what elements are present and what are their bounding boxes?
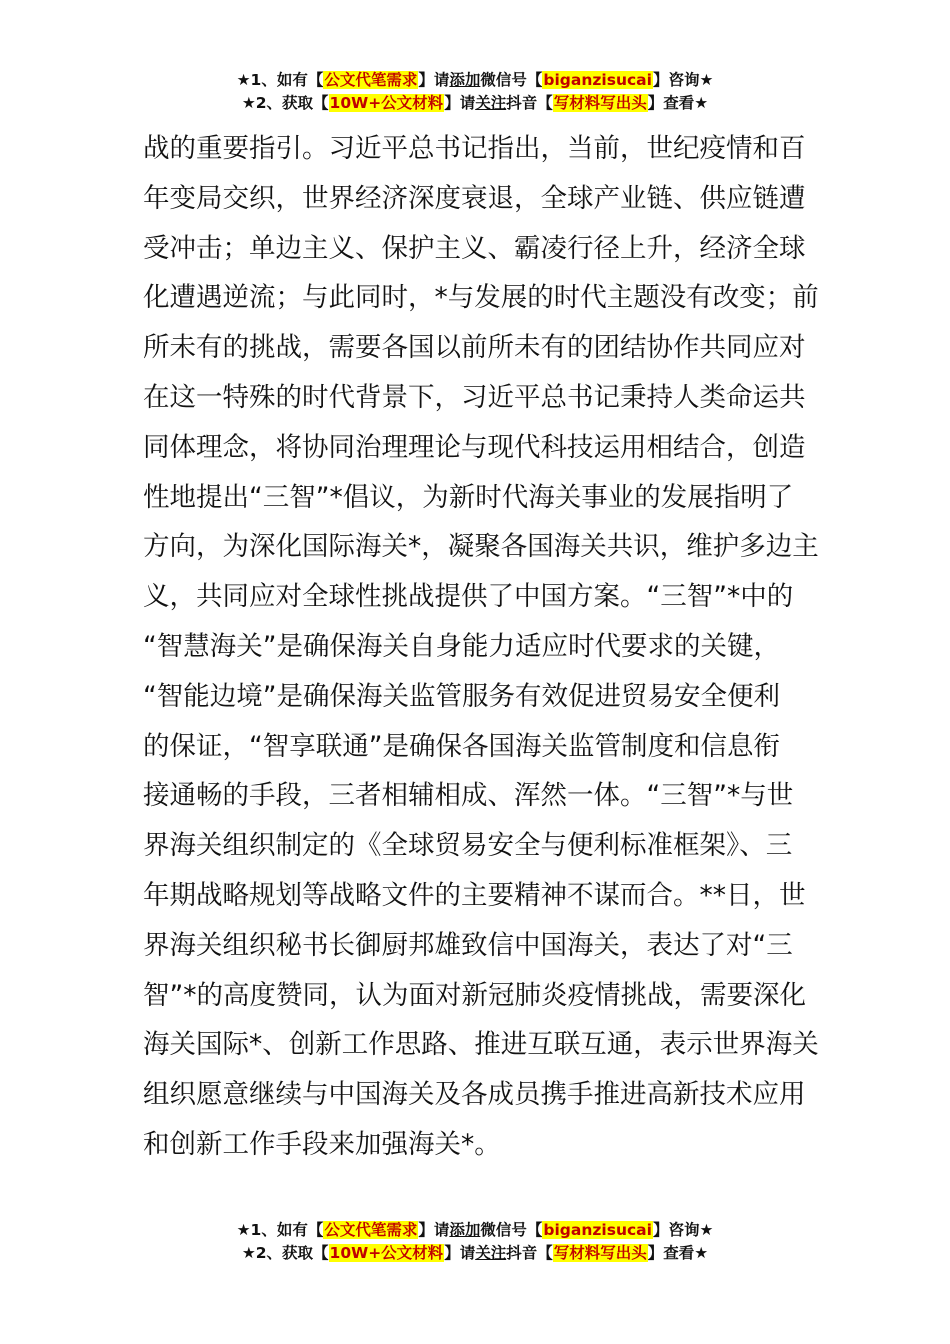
banner-text: ★1、如有【 (236, 1221, 324, 1239)
body-line: 和创新工作手段来加强海关*。 (143, 1128, 501, 1160)
banner-text: ★1、如有【 (236, 71, 324, 89)
banner-text: ★2、获取【 (241, 1244, 329, 1262)
banner-underlined: 添加 (449, 71, 481, 89)
banner-text: 】请 (418, 71, 450, 89)
banner-line-1 (0, 69, 950, 92)
body-line: 战的重要指引。习近平总书记指出，当前，世纪疫情和百 (143, 133, 806, 164)
body-line: 智”*的高度赞同，认为面对新冠肺炎疫情挑战，需要深化 (143, 979, 806, 1011)
document-body (143, 124, 819, 1170)
highlight-service: 公文代笔需求 (324, 1221, 418, 1239)
highlight-materials: 10W+公文材料 (329, 94, 444, 112)
body-line: 在这一特殊的时代背景下，习近平总书记秉持人类命运共 (143, 381, 806, 413)
banner-text: 】咨询★ (652, 1221, 714, 1239)
banner-text: 微信号【 (480, 1221, 543, 1239)
banner-text: 】查看★ (647, 1244, 709, 1262)
body-line: 界海关组织秘书长御厨邦雄致信中国海关，表达了对“三 (143, 929, 793, 961)
body-line: 同体理念，将协同治理理论与现代科技运用相结合，创造 (143, 431, 806, 463)
banner-underlined: 添加 (449, 1221, 481, 1239)
bottom-ad-banner (0, 1219, 950, 1265)
body-line: 的保证，“智享联通”是确保各国海关监管制度和信息衔 (143, 730, 780, 762)
banner-text: 】请 (418, 1221, 450, 1239)
banner-text: 】咨询★ (652, 71, 714, 89)
body-line: 年期战略规划等战略文件的主要精神不谋而合。**日，世 (143, 879, 806, 911)
body-line: 义，共同应对全球性挑战提供了中国方案。“三智”*中的 (143, 581, 794, 613)
body-line: “智慧海关”是确保海关自身能力适应时代要求的关键， (143, 630, 780, 662)
body-line: 化遭遇逆流；与此同时，*与发展的时代主题没有改变；前 (143, 282, 819, 314)
body-line: 受冲击；单边主义、保护主义、霸凌行径上升，经济全球 (143, 232, 806, 264)
highlight-wechat-id: biganzisucai (543, 1221, 652, 1239)
banner-text: 抖音【 (506, 1244, 553, 1262)
highlight-materials: 10W+公文材料 (329, 1244, 444, 1262)
highlight-service: 公文代笔需求 (324, 71, 418, 89)
banner-text: 微信号【 (480, 71, 543, 89)
banner-text: ★2、获取【 (241, 94, 329, 112)
body-line: 接通畅的手段，三者相辅相成、浑然一体。“三智”*与世 (143, 780, 794, 812)
banner-line-2 (0, 1242, 950, 1265)
banner-line-1 (0, 1219, 950, 1242)
body-line: 组织愿意继续与中国海关及各成员携手推进高新技术应用 (143, 1079, 806, 1111)
body-line: 性地提出“三智”*倡议，为新时代海关事业的发展指明了 (143, 481, 794, 513)
banner-line-2 (0, 92, 950, 115)
banner-text: 】查看★ (647, 94, 709, 112)
body-line: 年变局交织，世界经济深度衰退，全球产业链、供应链遭 (143, 182, 806, 214)
highlight-douyin-account: 写材料写出头 (553, 94, 647, 112)
body-line: 界海关组织制定的《全球贸易安全与便利标准框架》、三 (143, 830, 793, 862)
highlight-douyin-account: 写材料写出头 (553, 1244, 647, 1262)
body-line: “智能边境”是确保海关监管服务有效促进贸易安全便利 (143, 680, 780, 712)
body-line: 海关国际*、创新工作思路、推进互联互通，表示世界海关 (143, 1029, 819, 1061)
top-ad-banner (0, 69, 950, 115)
body-line: 所未有的挑战，需要各国以前所未有的团结协作共同应对 (143, 332, 806, 364)
banner-text: 】请 (444, 1244, 476, 1262)
banner-text: 抖音【 (506, 94, 553, 112)
banner-underlined: 关注 (475, 94, 507, 112)
body-line: 方向，为深化国际海关*，凝聚各国海关共识，维护多边主 (143, 531, 819, 563)
banner-text: 】请 (444, 94, 476, 112)
banner-underlined: 关注 (475, 1244, 507, 1262)
highlight-wechat-id: biganzisucai (543, 71, 652, 89)
